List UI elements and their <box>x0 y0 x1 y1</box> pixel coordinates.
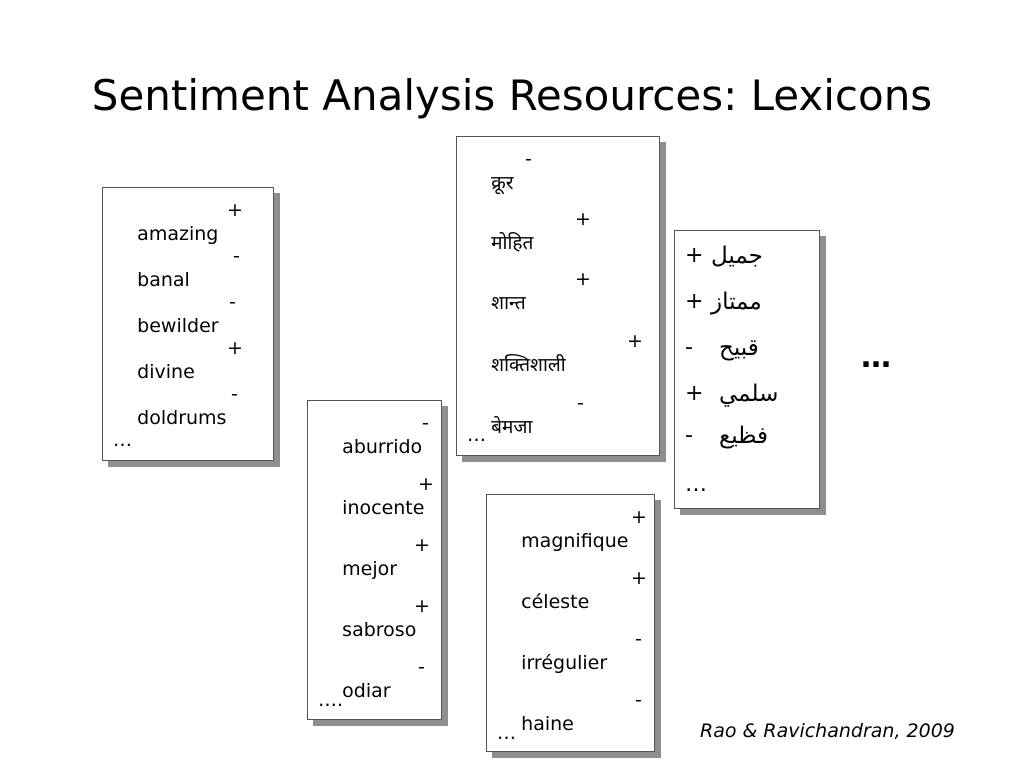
lexicon-word: odiar <box>342 680 391 702</box>
sentiment-sign: - <box>635 628 642 650</box>
lexicon-more: … <box>467 424 486 446</box>
sentiment-sign: - <box>229 291 236 313</box>
arabic-lexicon-box <box>674 230 820 509</box>
sentiment-sign: - <box>231 383 238 405</box>
lexicon-word: inocente <box>342 497 425 519</box>
lexicon-word: mejor <box>342 558 398 580</box>
lexicon-word: haine <box>521 713 574 735</box>
lexicon-word: magnifique <box>521 530 629 552</box>
lexicon-word: मोहित <box>491 232 534 254</box>
sentiment-sign: - <box>635 689 642 711</box>
lexicon-word: divine <box>137 361 195 383</box>
lexicon-word: amazing <box>137 223 219 245</box>
sentiment-sign: - <box>525 148 532 170</box>
lexicon-word: banal <box>137 269 190 291</box>
lexicon-word: céleste <box>521 591 590 613</box>
lexicon-word: bewilder <box>137 315 219 337</box>
sentiment-sign: - <box>685 423 693 448</box>
english-lexicon-box <box>102 187 274 461</box>
lexicon-word: فظيع <box>719 423 769 449</box>
sentiment-sign: + <box>685 289 704 314</box>
sentiment-sign: - <box>422 412 429 434</box>
french-lexicon-box <box>486 494 655 752</box>
lexicon-more: … <box>113 429 132 451</box>
lexicon-word: irrégulier <box>521 652 608 674</box>
lexicon-word: शक्तिशाली <box>491 354 566 376</box>
sentiment-sign: + <box>627 330 643 352</box>
more-languages-ellipsis: … <box>861 340 891 375</box>
sentiment-sign: - <box>685 335 693 360</box>
lexicon-word: क्रूर <box>491 172 514 194</box>
lexicon-more: … <box>685 472 707 497</box>
sentiment-sign: - <box>233 245 240 267</box>
slide-title: Sentiment Analysis Resources: Lexicons <box>91 71 933 120</box>
lexicon-word: doldrums <box>137 407 227 429</box>
lexicon-word: शान्त <box>491 292 526 314</box>
sentiment-sign: - <box>577 392 584 414</box>
lexicon-word: جميل <box>711 243 763 269</box>
lexicon-more: …. <box>318 689 344 711</box>
lexicon-word: سلمي <box>719 381 779 407</box>
spanish-lexicon-box <box>307 400 442 720</box>
lexicon-more: … <box>497 722 516 744</box>
lexicon-word: ممتاز <box>711 289 762 315</box>
sentiment-sign: + <box>227 199 243 221</box>
sentiment-sign: + <box>414 534 430 556</box>
lexicon-word: aburrido <box>342 436 423 458</box>
sentiment-sign: + <box>631 567 647 589</box>
sentiment-sign: + <box>575 208 591 230</box>
sentiment-sign: + <box>575 268 591 290</box>
sentiment-sign: + <box>685 381 704 406</box>
sentiment-sign: + <box>685 243 704 268</box>
sentiment-sign: + <box>631 506 647 528</box>
lexicon-word: sabroso <box>342 619 417 641</box>
lexicon-word: बेमजा <box>491 416 533 438</box>
sentiment-sign: + <box>418 473 434 495</box>
sentiment-sign: - <box>418 656 425 678</box>
lexicon-word: قبيح <box>719 335 759 361</box>
sentiment-sign: + <box>414 595 430 617</box>
hindi-lexicon-box <box>456 136 660 456</box>
citation: Rao & Ravichandran, 2009 <box>700 720 955 742</box>
sentiment-sign: + <box>227 337 243 359</box>
